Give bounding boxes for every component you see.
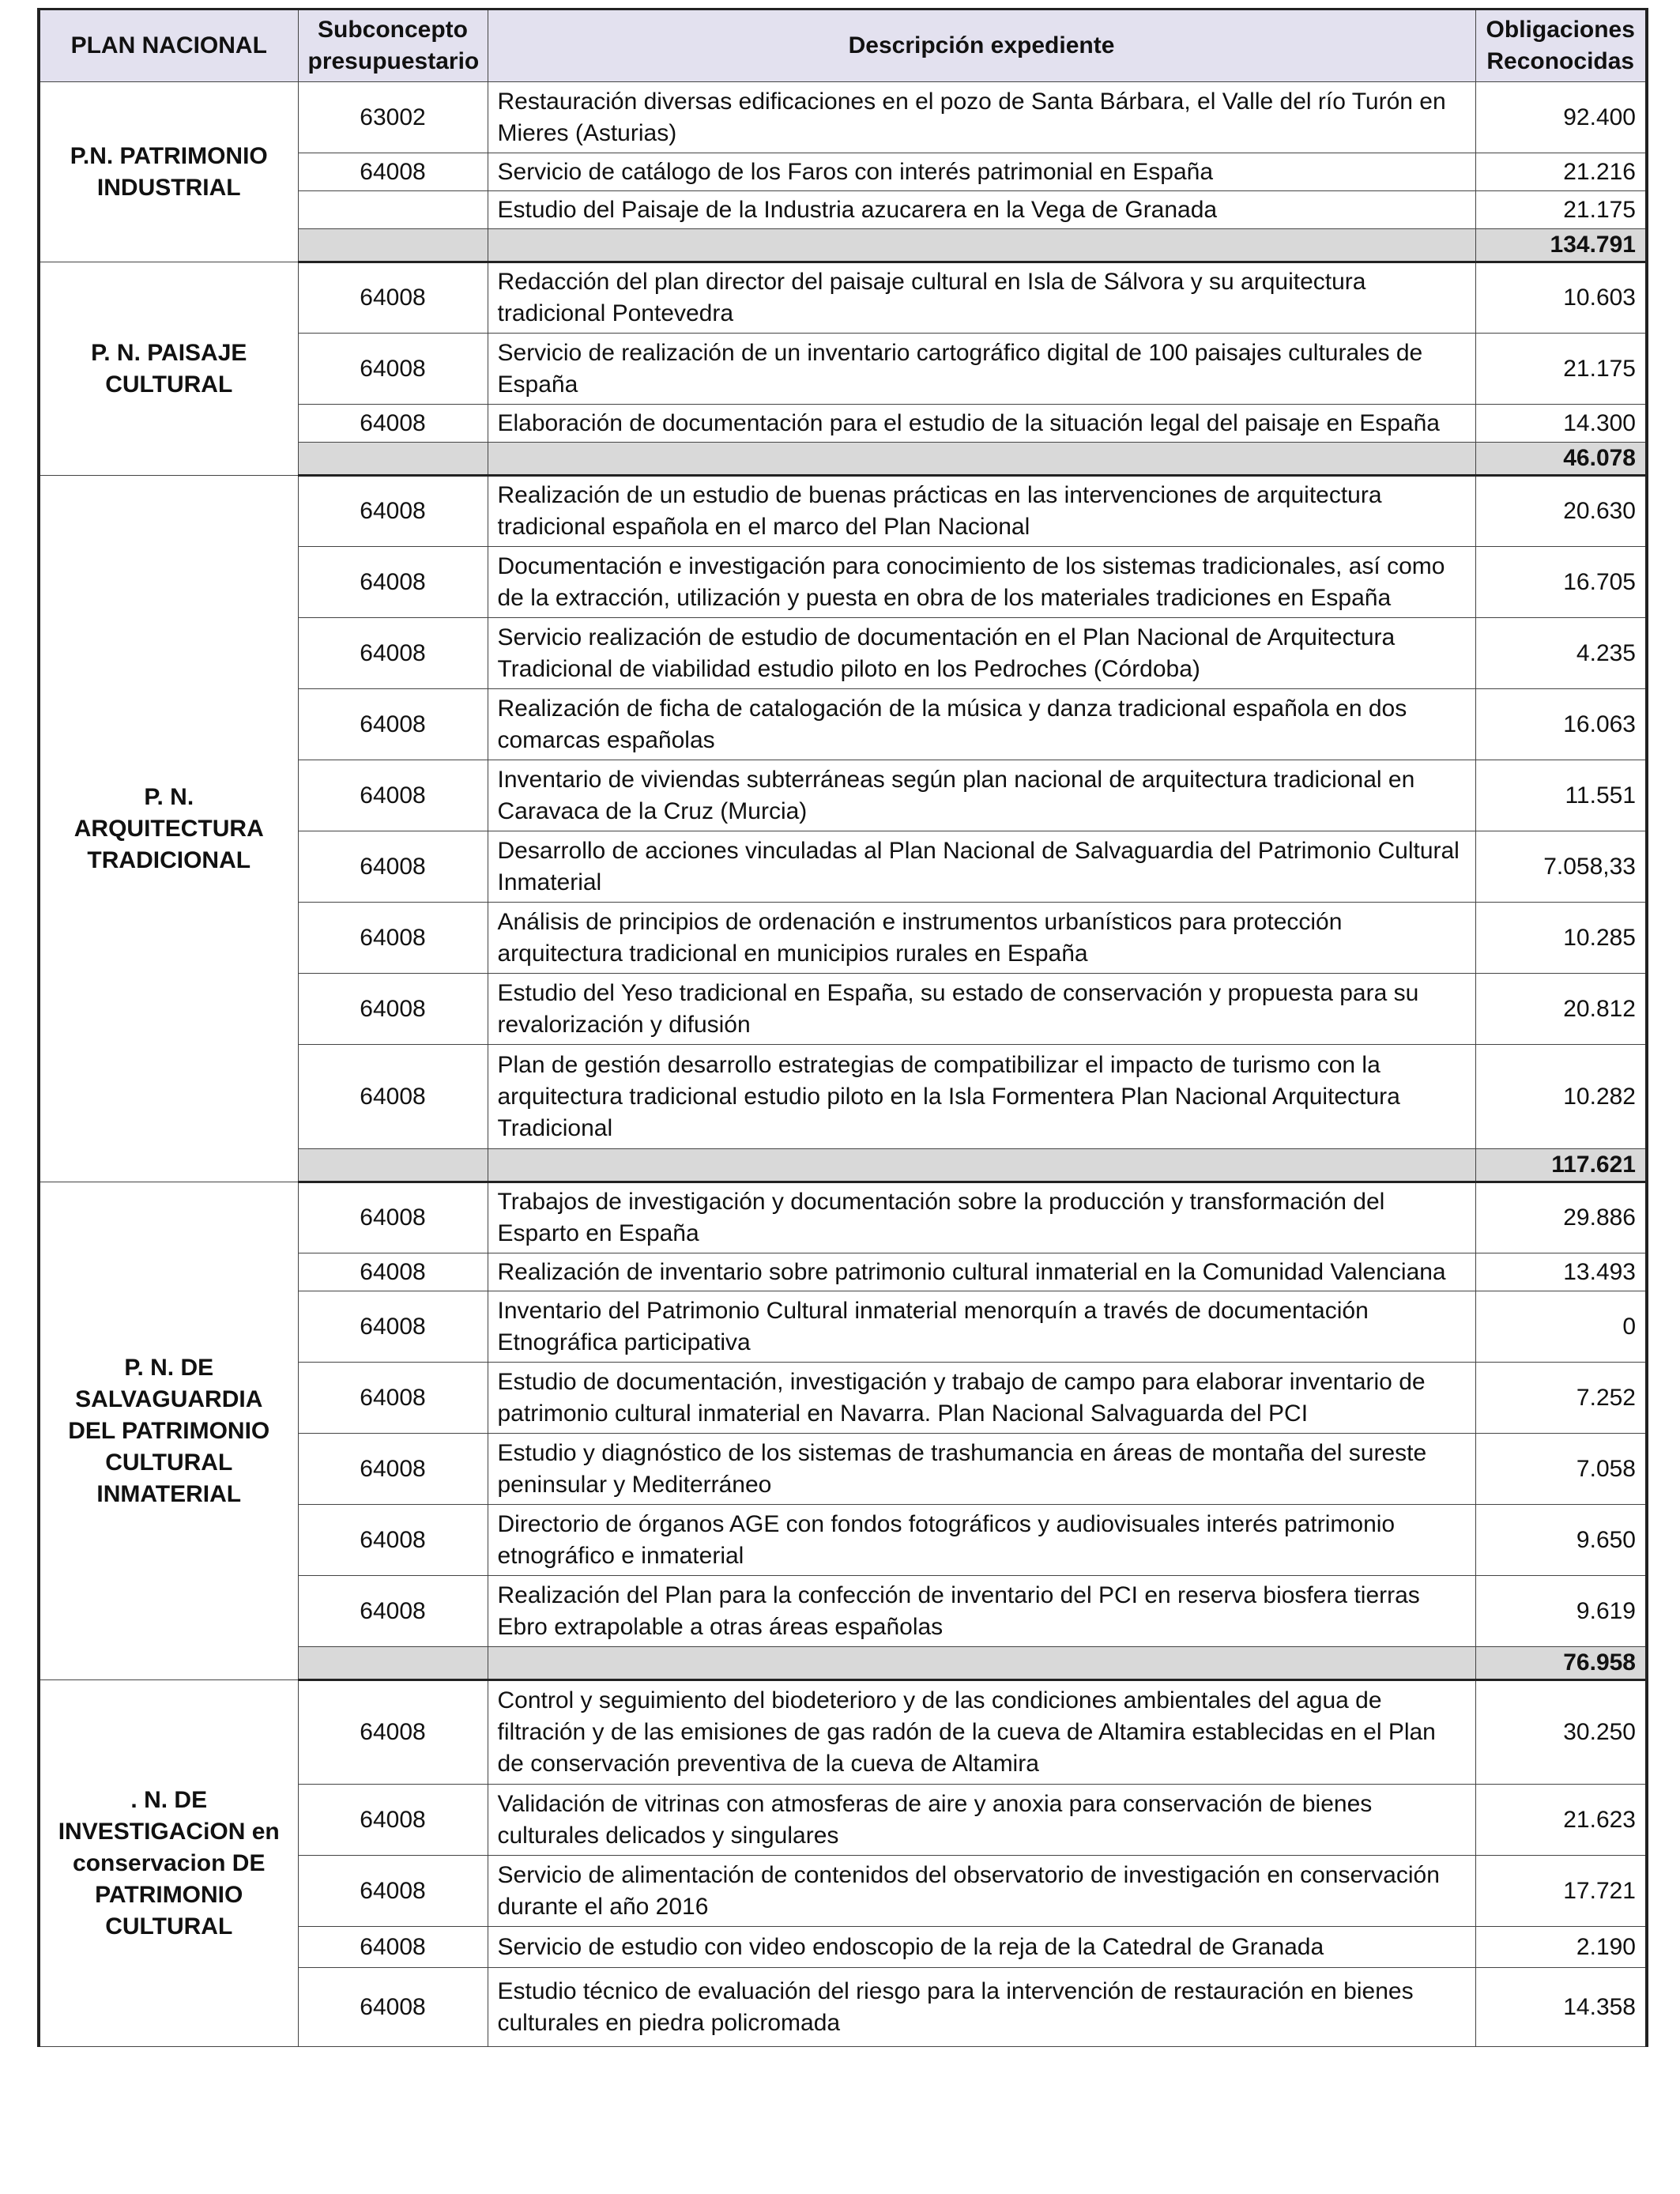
budget-code: 64008 [298, 334, 488, 405]
budget-code: 64008 [298, 1927, 488, 1968]
subtotal-blank-cell [298, 1149, 488, 1182]
budget-code: 64008 [298, 618, 488, 689]
budget-code: 64008 [298, 1045, 488, 1149]
obligation-amount: 10.603 [1475, 262, 1647, 334]
expediente-description: Desarrollo de acciones vinculadas al Plan Nacional de Salvaguardia del Patrimonio Cultural Inmaterial [488, 831, 1475, 903]
obligation-amount: 20.630 [1475, 476, 1647, 547]
obligation-amount: 0 [1475, 1291, 1647, 1363]
budget-code: 64008 [298, 1785, 488, 1856]
budget-code: 64008 [298, 903, 488, 974]
expediente-description: Documentación e investigación para conocimiento de los sistemas tradicionales, así como de la extracción, utilización y puesta en obra de los materiales tradiciones en España [488, 547, 1475, 618]
budget-code: 64008 [298, 974, 488, 1045]
expediente-description: Inventario de viviendas subterráneas según plan nacional de arquitectura tradicional en Caravaca de la Cruz (Murcia) [488, 760, 1475, 831]
budget-code: 64008 [298, 1856, 488, 1927]
expediente-description: Realización de ficha de catalogación de la música y danza tradicional española en dos comarcas españolas [488, 689, 1475, 760]
plan-name: P. N. ARQUITECTURA TRADICIONAL [39, 476, 298, 1182]
table-row [39, 82, 1647, 153]
subtotal-amount: 117.621 [1475, 1149, 1647, 1182]
plan-name: P. N. DE SALVAGUARDIA DEL PATRIMONIO CULTURAL INMATERIAL [39, 1182, 298, 1680]
expediente-description: Restauración diversas edificaciones en el pozo de Santa Bárbara, el Valle del río Turón en Mieres (Asturias) [488, 82, 1475, 153]
obligation-amount: 7.252 [1475, 1363, 1647, 1434]
obligation-amount: 11.551 [1475, 760, 1647, 831]
table-row [39, 1680, 1647, 1785]
expediente-description: Servicio de alimentación de contenidos del observatorio de investigación en conservación durante el año 2016 [488, 1856, 1475, 1927]
expediente-description: Servicio realización de estudio de documentación en el Plan Nacional de Arquitectura Tradicional de viabilidad estudio piloto en los Pedroches (Córdoba) [488, 618, 1475, 689]
expediente-description: Realización de un estudio de buenas prácticas en las intervenciones de arquitectura tradicional española en el marco del Plan Nacional [488, 476, 1475, 547]
obligation-amount: 17.721 [1475, 1856, 1647, 1927]
obligation-amount: 10.282 [1475, 1045, 1647, 1149]
plan-name: P.N. PATRIMONIO INDUSTRIAL [39, 82, 298, 262]
obligation-amount: 13.493 [1475, 1253, 1647, 1291]
obligation-amount: 9.650 [1475, 1505, 1647, 1576]
budget-code: 64008 [298, 1182, 488, 1253]
expediente-description: Servicio de realización de un inventario cartográfico digital de 100 paisajes culturales de España [488, 334, 1475, 405]
obligation-amount: 21.216 [1475, 153, 1647, 191]
budget-code: 64008 [298, 1363, 488, 1434]
table-row [39, 1182, 1647, 1253]
plan-name: P. N. PAISAJE CULTURAL [39, 262, 298, 476]
budget-code [298, 191, 488, 229]
obligation-amount: 2.190 [1475, 1927, 1647, 1968]
subtotal-amount: 134.791 [1475, 229, 1647, 262]
obligation-amount: 30.250 [1475, 1680, 1647, 1785]
obligation-amount: 16.063 [1475, 689, 1647, 760]
subtotal-blank-cell [488, 443, 1475, 476]
expediente-description: Estudio del Paisaje de la Industria azucarera en la Vega de Granada [488, 191, 1475, 229]
obligation-amount: 7.058,33 [1475, 831, 1647, 903]
budget-code: 64008 [298, 262, 488, 334]
expediente-description: Plan de gestión desarrollo estrategias de compatibilizar el impacto de turismo con la arquitectura tradicional estudio piloto en la Isla Formentera Plan Nacional Arquitectura Tradicional [488, 1045, 1475, 1149]
subtotal-blank-cell [488, 1149, 1475, 1182]
expediente-description: Estudio y diagnóstico de los sistemas de trashumancia en áreas de montaña del sureste peninsular y Mediterráneo [488, 1434, 1475, 1505]
expediente-description: Estudio técnico de evaluación del riesgo para la intervención de restauración en bienes culturales en piedra policromada [488, 1968, 1475, 2047]
budget-code: 64008 [298, 831, 488, 903]
header-obligaciones: Obligaciones Reconocidas [1475, 9, 1647, 82]
budget-code: 64008 [298, 1505, 488, 1576]
table-row [39, 262, 1647, 334]
expediente-description: Directorio de órganos AGE con fondos fotográficos y audiovisuales interés patrimonio etnográfico e inmaterial [488, 1505, 1475, 1576]
budget-code: 64008 [298, 153, 488, 191]
obligation-amount: 14.300 [1475, 405, 1647, 443]
subtotal-blank-cell [298, 1647, 488, 1680]
subtotal-amount: 46.078 [1475, 443, 1647, 476]
budget-code: 63002 [298, 82, 488, 153]
budget-code: 64008 [298, 760, 488, 831]
expediente-description: Validación de vitrinas con atmosferas de aire y anoxia para conservación de bienes culturales delicados y singulares [488, 1785, 1475, 1856]
expediente-description: Servicio de estudio con video endoscopio de la reja de la Catedral de Granada [488, 1927, 1475, 1968]
expediente-description: Inventario del Patrimonio Cultural inmaterial menorquín a través de documentación Etnográfica participativa [488, 1291, 1475, 1363]
expediente-description: Control y seguimiento del biodeterioro y de las condiciones ambientales del agua de filtración y de las emisiones de gas radón de la cueva de Altamira establecidas en el Plan de conservación preventiva de la cueva de Altamira [488, 1680, 1475, 1785]
subtotal-blank-cell [298, 443, 488, 476]
budget-code: 64008 [298, 1680, 488, 1785]
header-plan: PLAN NACIONAL [39, 9, 298, 82]
budget-code: 64008 [298, 689, 488, 760]
expediente-description: Realización del Plan para la confección de inventario del PCI en reserva biosfera tierras Ebro extrapolable a otras áreas españolas [488, 1576, 1475, 1647]
budget-code: 64008 [298, 405, 488, 443]
obligation-amount: 9.619 [1475, 1576, 1647, 1647]
budget-code: 64008 [298, 1576, 488, 1647]
obligation-amount: 14.358 [1475, 1968, 1647, 2047]
budget-code: 64008 [298, 1434, 488, 1505]
expediente-description: Estudio del Yeso tradicional en España, su estado de conservación y propuesta para su revalorización y difusión [488, 974, 1475, 1045]
expediente-description: Trabajos de investigación y documentación sobre la producción y transformación del Esparto en España [488, 1182, 1475, 1253]
budget-code: 64008 [298, 1968, 488, 2047]
obligation-amount: 10.285 [1475, 903, 1647, 974]
subtotal-amount: 76.958 [1475, 1647, 1647, 1680]
subtotal-blank-cell [488, 1647, 1475, 1680]
budget-code: 64008 [298, 1291, 488, 1363]
expediente-description: Estudio de documentación, investigación y trabajo de campo para elaborar inventario de patrimonio cultural inmaterial en Navarra. Plan Nacional Salvaguarda del PCI [488, 1363, 1475, 1434]
subtotal-blank-cell [488, 229, 1475, 262]
expediente-description: Realización de inventario sobre patrimonio cultural inmaterial en la Comunidad Valenciana [488, 1253, 1475, 1291]
header-descripcion: Descripción expediente [488, 9, 1475, 82]
obligation-amount: 92.400 [1475, 82, 1647, 153]
table-body [39, 82, 1647, 2047]
plan-name: . N. DE INVESTIGACiON en conservacion DE PATRIMONIO CULTURAL [39, 1680, 298, 2047]
budget-table [37, 8, 1648, 2047]
subtotal-blank-cell [298, 229, 488, 262]
obligation-amount: 20.812 [1475, 974, 1647, 1045]
expediente-description: Análisis de principios de ordenación e instrumentos urbanísticos para protección arquitectura tradicional en municipios rurales en España [488, 903, 1475, 974]
obligation-amount: 21.175 [1475, 334, 1647, 405]
obligation-amount: 21.175 [1475, 191, 1647, 229]
expediente-description: Redacción del plan director del paisaje cultural en Isla de Sálvora y su arquitectura tradicional Pontevedra [488, 262, 1475, 334]
header-subconcepto: Subconcepto presupuestario [298, 9, 488, 82]
obligation-amount: 4.235 [1475, 618, 1647, 689]
obligation-amount: 7.058 [1475, 1434, 1647, 1505]
obligation-amount: 29.886 [1475, 1182, 1647, 1253]
obligation-amount: 16.705 [1475, 547, 1647, 618]
obligation-amount: 21.623 [1475, 1785, 1647, 1856]
header-row [39, 9, 1647, 82]
budget-code: 64008 [298, 1253, 488, 1291]
budget-code: 64008 [298, 476, 488, 547]
expediente-description: Elaboración de documentación para el estudio de la situación legal del paisaje en España [488, 405, 1475, 443]
budget-code: 64008 [298, 547, 488, 618]
expediente-description: Servicio de catálogo de los Faros con interés patrimonial en España [488, 153, 1475, 191]
table-row [39, 476, 1647, 547]
